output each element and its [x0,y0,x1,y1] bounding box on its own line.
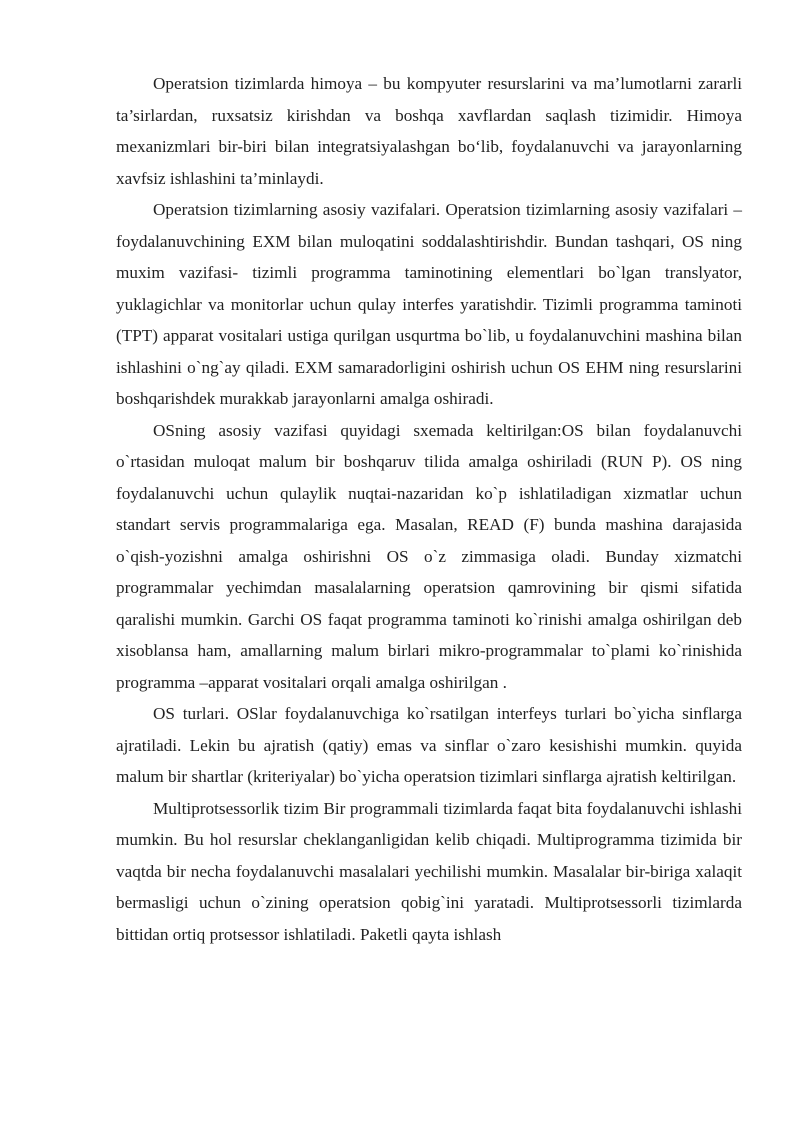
paragraph-os-main-functions: Operatsion tizimlarning asosiy vazifalari. Operatsion tizimlarning asosiy vazifalari – foydalanuvchining EXM bilan muloqatini soddalashtirishdir. Bundan tashqari, OS ning muxim vazifasi- tizimli programma taminotining elementlari bo`lgan translyator, yuklagichlar va monitorlar uchun qulay interfes yaratishdir. Tizimli programma taminoti (TPT) apparat vositalari ustiga qurilgan usqurtma bo`lib, u foydalanuvchini mashina bilan ishlashini o`ng`ay qiladi. EXM samaradorligini oshirish uchun OS EHM ning resurslarini boshqarishdek murakkab jarayonlarni amalga oshiradi. [116,200,742,408]
paragraph-os-types: OS turlari. OSlar foydalanuvchiga ko`rsatilgan interfeys turlari bo`yicha sinflarga ajratiladi. Lekin bu ajratish (qatiy) emas va sinflar o`zaro kesishishi mumkin. quyida malum bir shartlar (kriteriyalar) bo`yicha operatsion tizimlari sinflarga ajratish keltirilgan. [116,704,742,786]
paragraph-os-main-task: OSning asosiy vazifasi quyidagi sxemada keltirilgan:OS bilan foydalanuvchi o`rtasidan muloqat malum bir boshqaruv tilida amalga oshiriladi (RUN P). OS ning foydalanuvchi uchun qulaylik nuqtai-nazaridan ko`p ishlatiladigan xizmatlar uchun standart servis programmalariga ega. Masalan, READ (F) bunda mashina darajasida o`qish-yozishni amalga oshirishni OS o`z zimmasiga oladi. Bunday xizmatchi programmalar yechimdan masalalarning operatsion qamrovining bir qismi sifatida qaralishi mumkin. Garchi OS faqat programma taminoti ko`rinishi amalga oshirilgan deb xisoblansa ham, amallarning malum birlari mikro-programmalar to`plami ko`rinishida programma –apparat vositalari orqali amalga oshirilgan . [116,420,742,692]
paragraph-protection: Operatsion tizimlarda himoya – bu kompyuter resurslarini va ma’lumotlarni zararli ta’sirlardan, ruxsatsiz kirishdan va boshqa xavflardan saqlash tizimidir. Himoya mexanizmlari bir-biri bilan integratsiyalashgan bo‘lib, foydalanuvchi va jarayonlarning xavfsiz ishlashini ta’minlaydi. [116,74,742,188]
paragraph-multiprocessor-system: Multiprotsessorlik tizim Bir programmali tizimlarda faqat bita foydalanuvchi ishlashi mumkin. Bu hol resurslar cheklanganligidan kelib chiqadi. Multiprogramma tizimida bir vaqtda bir necha foydalanuvchi masalalari yechilishi mumkin. Masalalar bir-biriga xalaqit bermasligi uchun o`zining operatsion qobig`ini yaratadi. Multiprotsessorli tizimlarda bittidan ortiq protsessor ishlatiladi. Paketli qayta ishlash [116,798,742,944]
